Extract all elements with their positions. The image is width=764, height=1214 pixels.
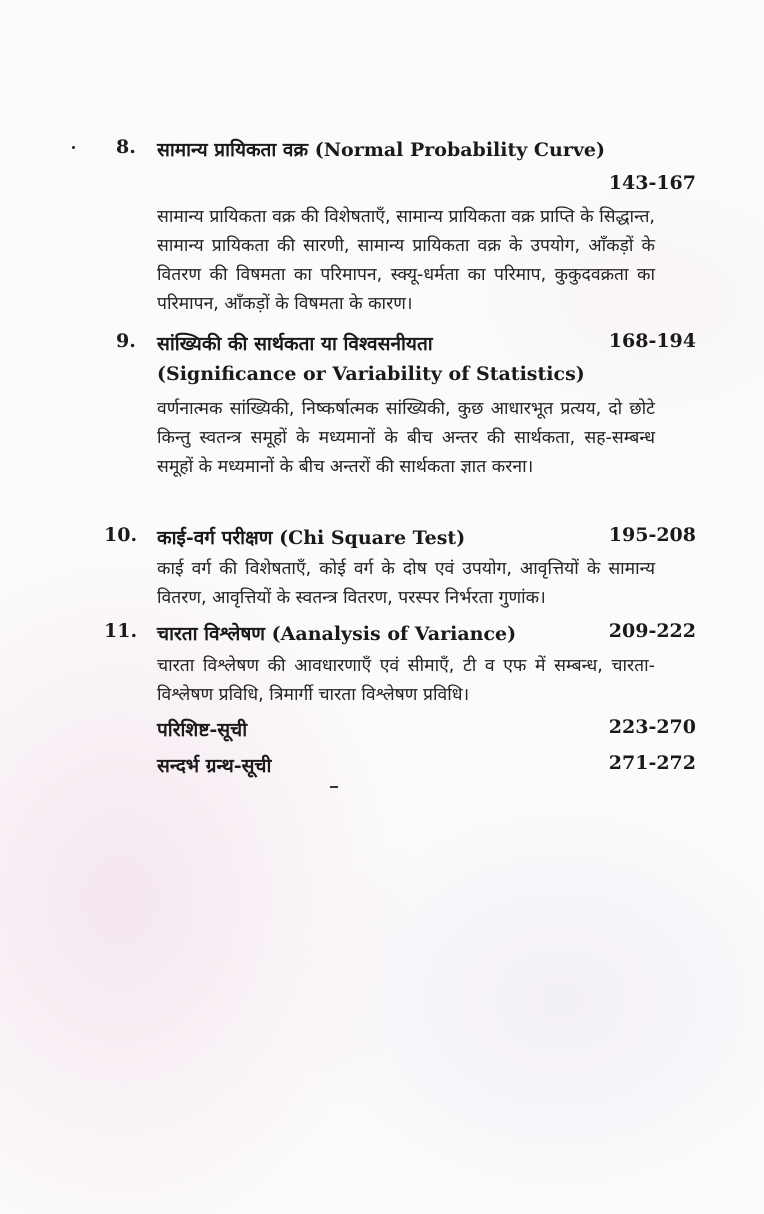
entry-title-hindi: सांख्यिकी की सार्थकता या विश्वसनीयता bbox=[157, 333, 433, 355]
margin-dot bbox=[72, 146, 75, 149]
entry-pages: 195-208 bbox=[608, 524, 696, 546]
entry-title-english: (Aanalysis of Variance) bbox=[271, 623, 517, 645]
entry-description: वर्णनात्मक सांख्यिकी, निष्कर्षात्मक सांख्यिकी, कुछ आधारभूत प्रत्यय, दो छोटे किन्तु स्वतन्त्र समूहों के मध्यमानों के बीच अन्तर की सार्थकता, सह-सम्बन्ध समूहों के मध्यमानों के बीच अन्तरों की सार्थकता ज्ञात करना। bbox=[157, 399, 655, 477]
entry-title bbox=[157, 620, 516, 646]
entry-title bbox=[157, 524, 465, 550]
entry-number: 8. bbox=[116, 136, 136, 158]
entry-description: सामान्य प्रायिकता वक्र की विशेषताएँ, सामान्य प्रायिकता वक्र प्राप्ति के सिद्धान्त, सामान्य प्रायिकता की सारणी, सामान्य प्रायिकता वक्र के उपयोग, आँकड़ों के वितरण की विषमता का परिमापन, स्क्यू-धर्मता का परिमाप, कुकुदवक्रता का परिमापन, आँकड़ों के विषमता के कारण। bbox=[157, 207, 655, 314]
entry-pages: 143-167 bbox=[608, 172, 696, 194]
entry-description: काई वर्ग की विशेषताएँ, कोई वर्ग के दोष एवं उपयोग, आवृत्तियों के सामान्य वितरण, आवृत्तियों के स्वतन्त्र वितरण, परस्पर निर्भरता गुणांक। bbox=[157, 559, 655, 608]
entry-pages: 209-222 bbox=[608, 620, 696, 642]
entry-number: 10. bbox=[104, 524, 138, 546]
entry-pages: 168-194 bbox=[608, 330, 696, 352]
appendix-pages: 223-270 bbox=[608, 716, 696, 738]
entry-description: चारता विश्लेषण की आवधारणाएँ एवं सीमाएँ, टी व एफ में सम्बन्ध, चारता-विश्लेषण प्रविधि, त्रिमार्गी चारता विश्लेषण प्रविधि। bbox=[157, 656, 655, 705]
bibliography-label: सन्दर्भ ग्रन्थ-सूची bbox=[157, 755, 272, 777]
entry-number: 11. bbox=[104, 620, 138, 642]
appendix-label: परिशिष्ट-सूची bbox=[157, 719, 248, 741]
entry-title-english: (Chi Square Test) bbox=[279, 527, 466, 549]
entry-title bbox=[157, 136, 605, 162]
entry-title-hindi: सामान्य प्रायिकता वक्र bbox=[157, 139, 309, 161]
entry-title-hindi: चारता विश्लेषण bbox=[157, 623, 266, 645]
entry-title-english: (Normal Probability Curve) bbox=[314, 139, 605, 161]
entry-title-english: (Significance or Variability of Statistics) bbox=[157, 363, 585, 385]
bibliography-pages: 271-272 bbox=[608, 752, 696, 774]
entry-number: 9. bbox=[116, 330, 136, 352]
stray-mark bbox=[330, 786, 338, 788]
entry-title-hindi: काई-वर्ग परीक्षण bbox=[157, 527, 273, 549]
